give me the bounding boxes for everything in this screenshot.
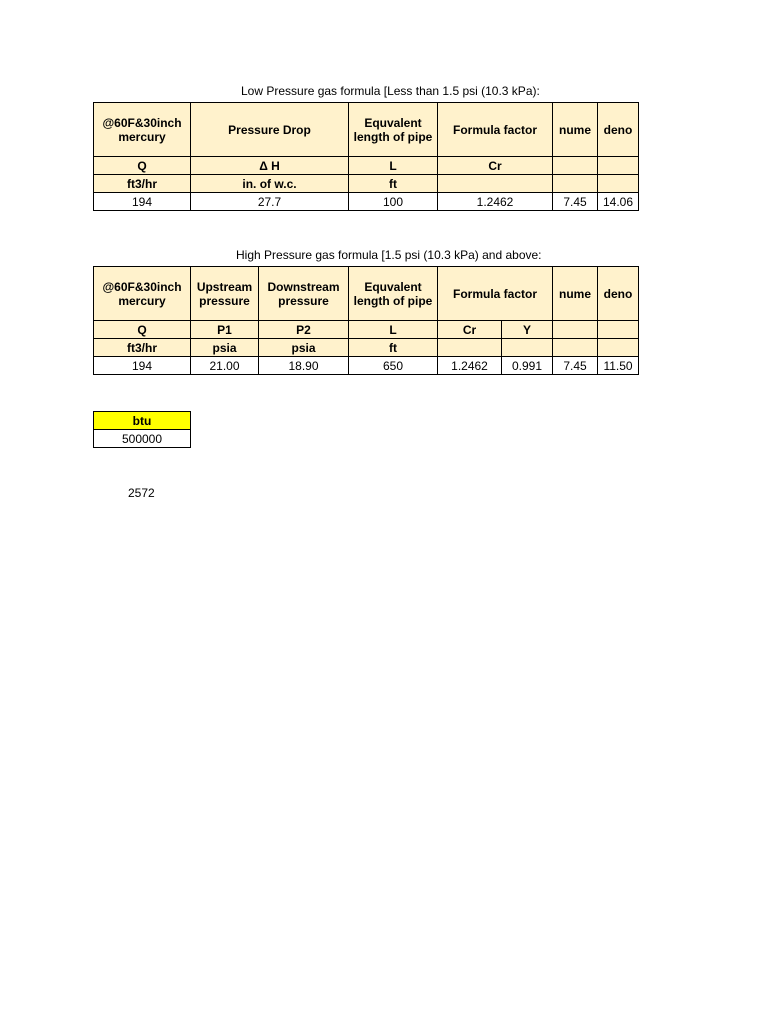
header-length: Equvalent length of pipe — [349, 103, 438, 157]
value-cell[interactable]: 11.50 — [598, 357, 639, 375]
value-cell[interactable]: 7.45 — [553, 193, 598, 211]
symbol-cell: Q — [94, 157, 191, 175]
header-row — [94, 267, 639, 321]
low-pressure-table — [93, 102, 639, 211]
high-pressure-title: High Pressure gas formula [1.5 psi (10.3 kPa) and above: — [236, 248, 542, 262]
value-cell[interactable]: 1.2462 — [438, 357, 502, 375]
symbol-cell: P2 — [259, 321, 349, 339]
header-downstream: Downstream pressure — [259, 267, 349, 321]
unit-cell: psia — [191, 339, 259, 357]
header-row — [94, 103, 639, 157]
value-cell[interactable]: 194 — [94, 193, 191, 211]
value-cell[interactable]: 21.00 — [191, 357, 259, 375]
low-pressure-title: Low Pressure gas formula [Less than 1.5 psi (10.3 kPa): — [241, 84, 540, 98]
value-cell[interactable]: 194 — [94, 357, 191, 375]
unit-cell: ft — [349, 175, 438, 193]
symbol-row — [94, 157, 639, 175]
header-formula-factor: Formula factor — [438, 103, 553, 157]
value-row — [94, 193, 639, 211]
unit-row — [94, 175, 639, 193]
header-flow: @60F&30inch mercury — [94, 267, 191, 321]
unit-cell — [438, 339, 502, 357]
unit-cell — [553, 339, 598, 357]
header-pressure-drop: Pressure Drop — [191, 103, 349, 157]
symbol-cell — [553, 321, 598, 339]
value-cell[interactable]: 18.90 — [259, 357, 349, 375]
unit-row — [94, 339, 639, 357]
value-cell[interactable]: 27.7 — [191, 193, 349, 211]
header-nume: nume — [553, 103, 598, 157]
value-cell[interactable]: 0.991 — [502, 357, 553, 375]
symbol-cell: Cr — [438, 321, 502, 339]
unit-cell: ft3/hr — [94, 175, 191, 193]
btu-header-row — [94, 412, 191, 430]
header-length: Equvalent length of pipe — [349, 267, 438, 321]
symbol-row — [94, 321, 639, 339]
result-value[interactable]: 2572 — [128, 486, 155, 500]
header-deno: deno — [598, 267, 639, 321]
header-nume: nume — [553, 267, 598, 321]
unit-cell: ft3/hr — [94, 339, 191, 357]
symbol-cell — [553, 157, 598, 175]
value-cell[interactable]: 100 — [349, 193, 438, 211]
symbol-cell: Cr — [438, 157, 553, 175]
unit-cell — [438, 175, 553, 193]
header-deno: deno — [598, 103, 639, 157]
value-row — [94, 357, 639, 375]
symbol-cell — [598, 157, 639, 175]
value-cell[interactable]: 14.06 — [598, 193, 639, 211]
symbol-cell: P1 — [191, 321, 259, 339]
btu-value[interactable]: 500000 — [94, 430, 191, 448]
symbol-cell: L — [349, 157, 438, 175]
header-formula-factor: Formula factor — [438, 267, 553, 321]
unit-cell — [553, 175, 598, 193]
header-flow: @60F&30inch mercury — [94, 103, 191, 157]
btu-value-row — [94, 430, 191, 448]
value-cell[interactable]: 650 — [349, 357, 438, 375]
value-cell[interactable]: 1.2462 — [438, 193, 553, 211]
symbol-cell: L — [349, 321, 438, 339]
header-upstream: Upstream pressure — [191, 267, 259, 321]
symbol-cell: Δ H — [191, 157, 349, 175]
symbol-cell: Y — [502, 321, 553, 339]
unit-cell — [598, 339, 639, 357]
unit-cell — [598, 175, 639, 193]
symbol-cell: Q — [94, 321, 191, 339]
high-pressure-table — [93, 266, 639, 375]
unit-cell — [502, 339, 553, 357]
unit-cell: psia — [259, 339, 349, 357]
btu-table — [93, 411, 191, 448]
value-cell[interactable]: 7.45 — [553, 357, 598, 375]
unit-cell: ft — [349, 339, 438, 357]
symbol-cell — [598, 321, 639, 339]
btu-label: btu — [94, 412, 191, 430]
unit-cell: in. of w.c. — [191, 175, 349, 193]
